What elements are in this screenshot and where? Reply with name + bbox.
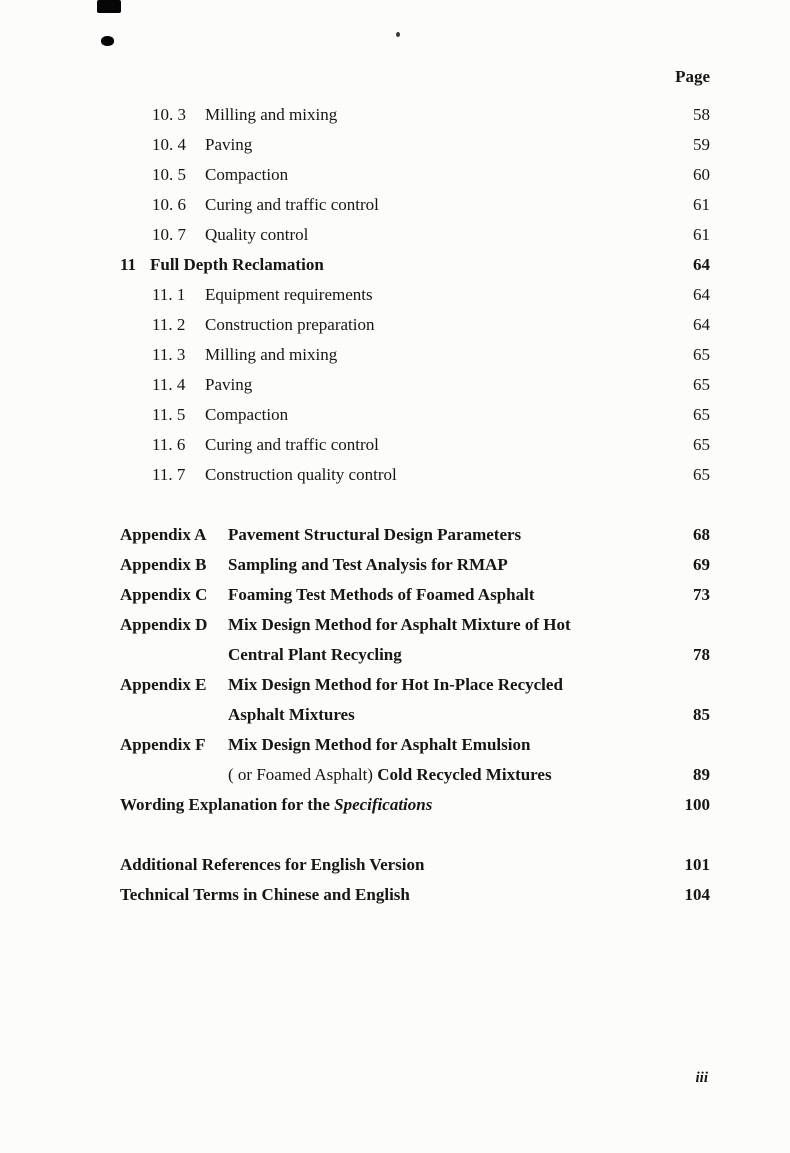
toc-row-chapter: [120, 250, 710, 280]
toc-entry-page: 64: [693, 315, 710, 334]
toc-entry-page: 100: [684, 795, 710, 814]
toc-entry-title: Curing and traffic control: [205, 435, 379, 454]
toc-entry-page: 58: [693, 105, 710, 124]
toc-row-appendix: [120, 610, 710, 640]
back-matter-title: Additional References for English Version: [120, 855, 425, 874]
toc-row-back-matter: [120, 850, 710, 880]
toc-entry-number: 10. 4: [152, 135, 186, 154]
toc-entry-page: 85: [693, 705, 710, 724]
toc-row-appendix-continuation: [120, 700, 710, 730]
toc-entry-title: Compaction: [205, 165, 289, 184]
toc-row: [120, 430, 710, 460]
toc-entry-number: 11. 3: [152, 345, 186, 364]
toc-entry-title: Paving: [205, 375, 253, 394]
appendix-title-bold-part: Cold Recycled Mixtures: [377, 765, 552, 784]
toc-entry-page: 101: [684, 855, 710, 874]
scan-artifact: [396, 32, 400, 37]
toc-row-appendix-continuation: [120, 760, 710, 790]
toc-entry-page: 68: [693, 525, 710, 544]
wording-explanation-prefix: Wording Explanation for the: [120, 795, 335, 814]
toc-entry-number: 10. 3: [152, 105, 186, 124]
toc-row: [120, 280, 710, 310]
appendix-label: Appendix A: [120, 525, 207, 544]
toc-entry-page: 65: [693, 345, 710, 364]
toc-row-appendix: [120, 520, 710, 550]
toc-entry-number: 10. 5: [152, 165, 186, 184]
appendix-label: Appendix E: [120, 675, 207, 694]
appendix-title-continued: [228, 760, 672, 790]
toc-entry-page: 73: [693, 585, 710, 604]
toc-entry-number: 10. 6: [152, 195, 186, 214]
scan-artifact: [101, 36, 114, 46]
toc-entry-title: Curing and traffic control: [205, 195, 379, 214]
appendix-title: Mix Design Method for Hot In-Place Recycled: [228, 675, 563, 694]
appendix-label: Appendix B: [120, 555, 207, 574]
toc-entry-title: Paving: [205, 135, 253, 154]
toc-row-appendix: [120, 730, 710, 760]
appendix-title: Pavement Structural Design Parameters: [228, 525, 522, 544]
toc-entry-title: Equipment requirements: [205, 285, 373, 304]
toc-row-appendix: [120, 550, 710, 580]
toc-row-appendix: [120, 580, 710, 610]
toc-row: [120, 370, 710, 400]
toc-row: [120, 310, 710, 340]
page-column-header: Page: [675, 67, 710, 86]
toc-entry-number: 10. 7: [152, 225, 186, 244]
toc-entry-page: 65: [693, 465, 710, 484]
toc-row: [120, 190, 710, 220]
wording-explanation-title: [120, 790, 672, 820]
toc-entry-title: Compaction: [205, 405, 289, 424]
toc-entry-page: 65: [693, 435, 710, 454]
toc-row-wording-explanation: [120, 790, 710, 820]
toc-row: [120, 220, 710, 250]
toc-entry-title: Full Depth Reclamation: [150, 255, 324, 274]
toc-entry-page: 69: [693, 555, 710, 574]
toc-entry-title: Construction preparation: [205, 315, 375, 334]
toc-entry-number: 11. 4: [152, 375, 186, 394]
toc-row: [120, 100, 710, 130]
toc-row: [120, 130, 710, 160]
toc-row: [120, 460, 710, 490]
toc-entry-number: 11. 1: [152, 285, 186, 304]
toc-row-appendix: [120, 670, 710, 700]
toc-entry-title: Milling and mixing: [205, 105, 338, 124]
appendix-label: Appendix C: [120, 585, 208, 604]
appendix-label: Appendix D: [120, 615, 208, 634]
toc-row: [120, 160, 710, 190]
toc-entry-number: 11. 2: [152, 315, 186, 334]
toc-entry-page: 65: [693, 405, 710, 424]
toc-entry-page: 60: [693, 165, 710, 184]
toc-entry-number: 11: [120, 255, 137, 274]
appendix-label: Appendix F: [120, 735, 206, 754]
toc-entry-title: Quality control: [205, 225, 309, 244]
appendix-title: Mix Design Method for Asphalt Mixture of Hot: [228, 615, 571, 634]
appendix-title-parenthetical: ( or Foamed Asphalt): [228, 765, 378, 784]
toc-entry-title: Construction quality control: [205, 465, 397, 484]
appendix-title: Mix Design Method for Asphalt Emulsion: [228, 735, 531, 754]
toc-entry-page: 64: [693, 255, 710, 274]
toc-entry-page: 61: [693, 195, 710, 214]
toc-row: [120, 340, 710, 370]
toc-row: [120, 400, 710, 430]
toc-entry-page: 59: [693, 135, 710, 154]
appendix-title: Foaming Test Methods of Foamed Asphalt: [228, 585, 535, 604]
appendix-title: Sampling and Test Analysis for RMAP: [228, 555, 508, 574]
appendix-title-continued: Asphalt Mixtures: [228, 705, 355, 724]
back-matter-title: Technical Terms in Chinese and English: [120, 885, 410, 904]
toc-entry-page: 104: [684, 885, 710, 904]
toc-entry-number: 11. 6: [152, 435, 186, 454]
toc-content: [120, 62, 710, 910]
wording-explanation-specifications: Specifications: [334, 795, 433, 814]
toc-entry-title: Milling and mixing: [205, 345, 338, 364]
toc-entry-page: 89: [693, 765, 710, 784]
folio-page-number: iii: [695, 1070, 708, 1086]
toc-row-appendix-continuation: [120, 640, 710, 670]
toc-entry-page: 64: [693, 285, 710, 304]
scan-artifact: [97, 0, 121, 13]
toc-entry-number: 11. 5: [152, 405, 186, 424]
toc-row-back-matter: [120, 880, 710, 910]
toc-entry-page: 78: [693, 645, 710, 664]
appendix-title-continued: Central Plant Recycling: [228, 645, 402, 664]
toc-entry-number: 11. 7: [152, 465, 186, 484]
toc-entry-page: 61: [693, 225, 710, 244]
toc-entry-page: 65: [693, 375, 710, 394]
